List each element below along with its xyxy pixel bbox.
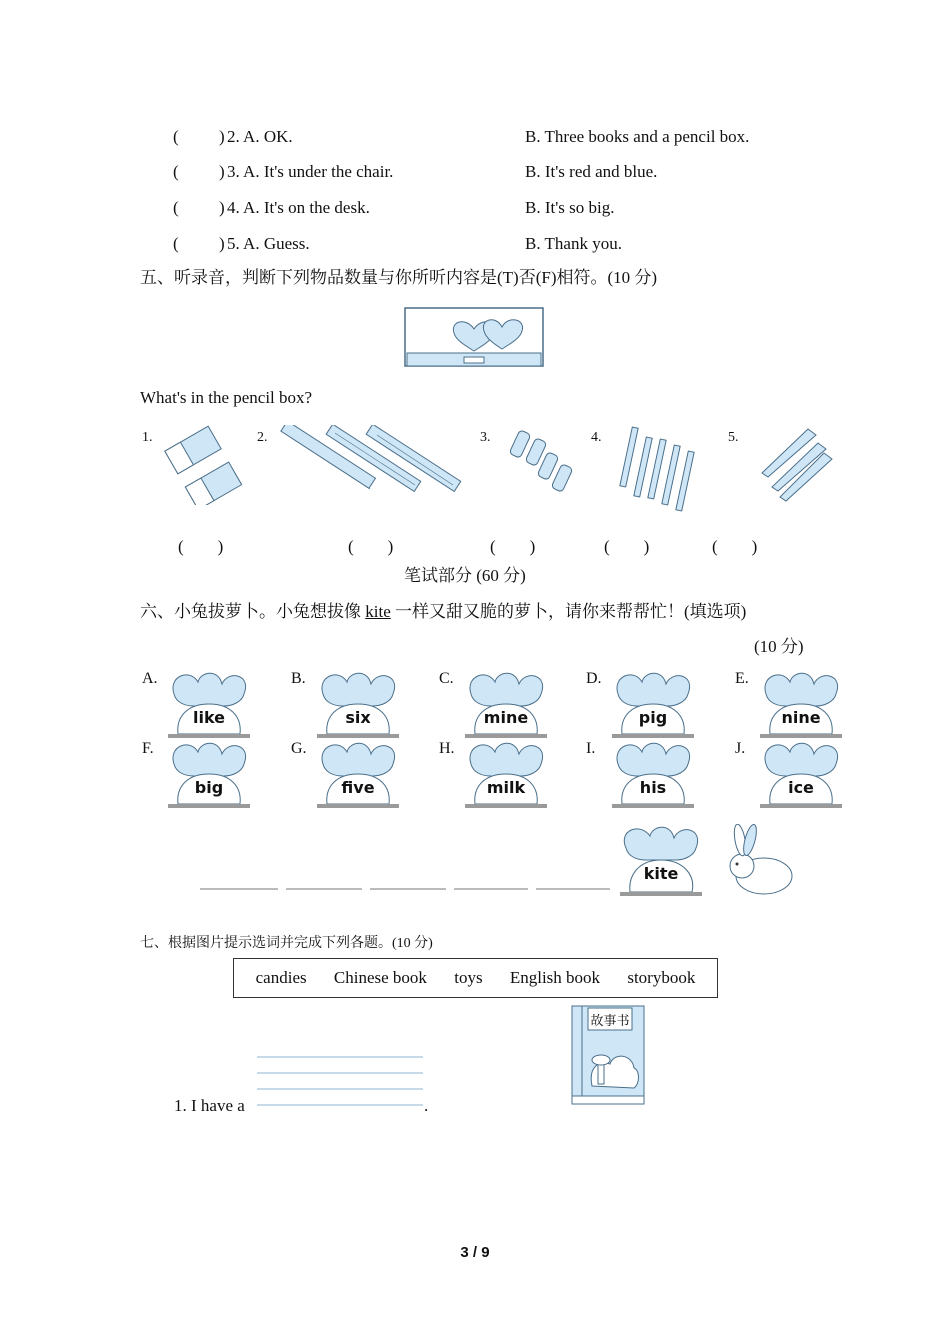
word-bank — [233, 958, 718, 998]
turnip-word: big — [194, 778, 224, 797]
item-number-3: 3. — [480, 430, 491, 445]
turnip-letter: E. — [735, 670, 749, 687]
turnip-letter: C. — [439, 670, 454, 687]
erasers-image — [158, 425, 243, 505]
rabbit-image — [722, 824, 797, 900]
turnip-ice[interactable] — [760, 738, 842, 808]
turnip-kite — [618, 822, 704, 898]
q1-prefix: 1. I have a — [174, 1096, 245, 1115]
answer-paren-open[interactable]: ( — [173, 162, 179, 181]
turnip-five[interactable] — [317, 738, 399, 808]
choice-b: B. It's red and blue. — [525, 162, 658, 181]
choice-a: 3. A. It's under the chair. — [227, 162, 394, 181]
item-number-4: 4. — [591, 430, 602, 445]
answer-paren-close: ) — [219, 162, 225, 181]
answer-paren-close: ) — [219, 127, 225, 146]
answer-paren-3[interactable]: ( ) — [490, 537, 536, 556]
answer-paren-5[interactable]: ( ) — [712, 537, 758, 556]
pencils-image — [750, 425, 835, 505]
answer-paren-open[interactable]: ( — [173, 127, 179, 146]
word-bank-item: storybook — [627, 968, 696, 987]
choice-a: 2. A. OK. — [227, 127, 293, 146]
pencil-box-image — [404, 307, 544, 369]
turnip-nine[interactable] — [760, 668, 842, 738]
turnip-kite-word: kite — [643, 864, 679, 883]
answer-paren-open[interactable]: ( — [173, 198, 179, 217]
turnip-big[interactable] — [168, 738, 250, 808]
turnip-graphic — [465, 738, 547, 808]
turnip-word: nine — [781, 708, 821, 727]
turnip-word: mine — [483, 708, 529, 727]
section5-title: 五、听录音，判断下列物品数量与你所听内容是(T)否(F)相符。(10 分) — [140, 268, 658, 287]
pens-image — [610, 425, 705, 515]
turnip-graphic — [168, 738, 250, 808]
turnip-word: pig — [638, 708, 668, 727]
turnip-milk[interactable] — [465, 738, 547, 808]
choice-b: B. It's so big. — [525, 198, 615, 217]
answer-paren-4[interactable]: ( ) — [604, 537, 650, 556]
turnip-graphic — [612, 738, 694, 808]
section7-title: 七、根据图片提示选词并完成下列各题。(10 分) — [140, 936, 433, 951]
word-bank-item: toys — [454, 968, 483, 987]
writing-lines[interactable] — [257, 1054, 425, 1110]
item-number-5: 5. — [728, 430, 739, 445]
turnip-graphic — [760, 668, 842, 738]
section6-score: (10 分) — [754, 637, 804, 656]
turnip-six[interactable] — [317, 668, 399, 738]
turnip-graphic — [465, 668, 547, 738]
section6-title-before: 六、小兔拔萝卜。小兔想拔像 — [140, 602, 366, 621]
item-number-2: 2. — [257, 430, 268, 445]
choice-a: 5. A. Guess. — [227, 234, 310, 253]
turnip-letter: D. — [586, 670, 602, 687]
turnip-letter: F. — [142, 740, 154, 757]
section6-title — [140, 601, 746, 623]
answer-paren-1[interactable]: ( ) — [178, 537, 224, 556]
section5-question: What's in the pencil box? — [140, 388, 313, 407]
section6-title-word: kite — [365, 602, 391, 621]
sharpeners-image — [500, 425, 580, 500]
turnip-his[interactable] — [612, 738, 694, 808]
word-bank-item: Chinese book — [333, 968, 427, 987]
turnip-letter: I. — [586, 740, 596, 757]
item-number-1: 1. — [142, 430, 153, 445]
turnip-word: like — [192, 708, 226, 727]
turnip-word: his — [639, 778, 667, 797]
turnip-word: milk — [486, 778, 526, 797]
turnip-mine[interactable] — [465, 668, 547, 738]
turnip-letter: J. — [735, 740, 746, 757]
turnip-word: six — [345, 708, 371, 727]
turnip-graphic — [760, 738, 842, 808]
storybook-image — [570, 1004, 646, 1106]
answer-paren-2[interactable]: ( ) — [348, 537, 394, 556]
answer-paren-close: ) — [219, 198, 225, 217]
storybook-label: 故事书 — [590, 1014, 630, 1029]
turnip-graphic — [317, 668, 399, 738]
turnip-letter: G. — [291, 740, 307, 757]
section6-title-after: 一样又甜又脆的萝卜，请你来帮帮忙！(填选项) — [390, 602, 747, 621]
rulers-image — [275, 425, 465, 500]
answer-paren-open[interactable]: ( — [173, 234, 179, 253]
written-part-heading: 笔试部分 (60 分) — [404, 566, 526, 585]
q1-suffix: . — [424, 1096, 429, 1115]
turnip-letter: A. — [142, 670, 158, 687]
turnip-like[interactable] — [168, 668, 250, 738]
choice-b: B. Three books and a pencil box. — [525, 127, 750, 146]
choice-a: 4. A. It's on the desk. — [227, 198, 370, 217]
turnip-graphic — [612, 668, 694, 738]
turnip-letter: H. — [439, 740, 455, 757]
turnip-graphic — [317, 738, 399, 808]
word-bank-item: candies — [255, 968, 307, 987]
page-number: 3 / 9 — [460, 1244, 490, 1261]
answer-paren-close: ) — [219, 234, 225, 253]
turnip-kite-graphic — [618, 822, 704, 898]
word-bank-item: English book — [509, 968, 601, 987]
turnip-graphic — [168, 668, 250, 738]
turnip-word: ice — [788, 778, 814, 797]
turnip-letter: B. — [291, 670, 306, 687]
section6-answer-blanks — [200, 886, 620, 892]
turnip-pig[interactable] — [612, 668, 694, 738]
choice-b: B. Thank you. — [525, 234, 622, 253]
turnip-word: five — [341, 778, 375, 797]
